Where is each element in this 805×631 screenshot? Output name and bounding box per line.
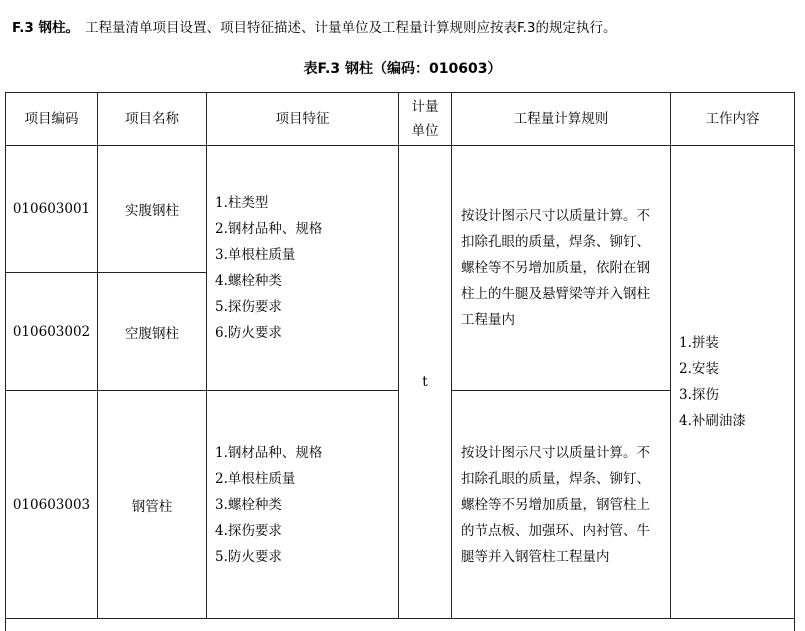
header-unit-line1: 计量 <box>411 99 439 115</box>
header-unit-line2: 单位 <box>411 123 439 139</box>
feature-item: 5.防火要求 <box>215 548 282 565</box>
header-rules: 工程量计算规则 <box>452 93 671 146</box>
header-unit <box>399 93 452 146</box>
feature-item: 4.螺栓种类 <box>215 273 282 289</box>
header-name: 项目名称 <box>98 93 207 146</box>
section-heading: F.3 钢柱。 <box>12 20 79 36</box>
table-caption: 表F.3 钢柱（编码：010603） <box>303 61 502 77</box>
row-code: 010603001 <box>6 146 98 273</box>
unit-cell: t <box>399 146 452 619</box>
feature-item: 2.单根柱质量 <box>215 470 296 487</box>
features-cell <box>207 146 399 391</box>
table-row <box>6 146 795 273</box>
header-features: 项目特征 <box>207 93 399 146</box>
row-name: 实腹钢柱 <box>98 146 207 273</box>
work-item: 1.拼装 <box>679 335 719 351</box>
feature-item: 6.防火要求 <box>215 325 282 341</box>
row-code: 010603003 <box>6 391 98 619</box>
row-code: 010603002 <box>6 273 98 391</box>
feature-item: 3.单根柱质量 <box>215 247 296 263</box>
feature-item: 2.钢材品种、规格 <box>215 221 323 237</box>
intro-paragraph <box>12 16 616 36</box>
row-name: 钢管柱 <box>98 391 207 619</box>
features-cell <box>207 391 399 619</box>
rule-cell: 按设计图示尺寸以质量计算。不扣除孔眼的质量，焊条、铆钉、螺栓等不另增加质量，依附在钢柱上的牛腿及悬臂梁等并入钢柱工程量内 <box>452 146 671 391</box>
feature-item: 1.柱类型 <box>215 195 269 211</box>
header-work: 工作内容 <box>671 93 795 146</box>
feature-item: 1.钢材品种、规格 <box>215 444 323 461</box>
intro-text: 工程量清单项目设置、项目特征描述、计量单位及工程量计算规则应按表F.3的规定执行。 <box>84 20 617 36</box>
work-item: 4.补刷油漆 <box>679 413 746 429</box>
steel-column-table <box>5 92 795 631</box>
feature-item: 3.螺栓种类 <box>215 496 282 513</box>
table-footer-row <box>6 619 795 631</box>
work-item: 2.安装 <box>679 361 719 377</box>
work-cell <box>671 146 795 619</box>
feature-item: 4.探伤要求 <box>215 522 282 539</box>
row-name: 空腹钢柱 <box>98 273 207 391</box>
header-code: 项目编码 <box>6 93 98 146</box>
feature-item: 5.探伤要求 <box>215 299 282 315</box>
header-row <box>6 93 795 146</box>
footer-cell <box>6 619 795 631</box>
work-item: 3.探伤 <box>679 387 719 403</box>
rule-cell: 按设计图示尺寸以质量计算。不扣除孔眼的质量，焊条、铆钉、螺栓等不另增加质量，钢管柱上的节点板、加强环、内衬管、牛腿等并入钢管柱工程量内 <box>452 391 671 619</box>
